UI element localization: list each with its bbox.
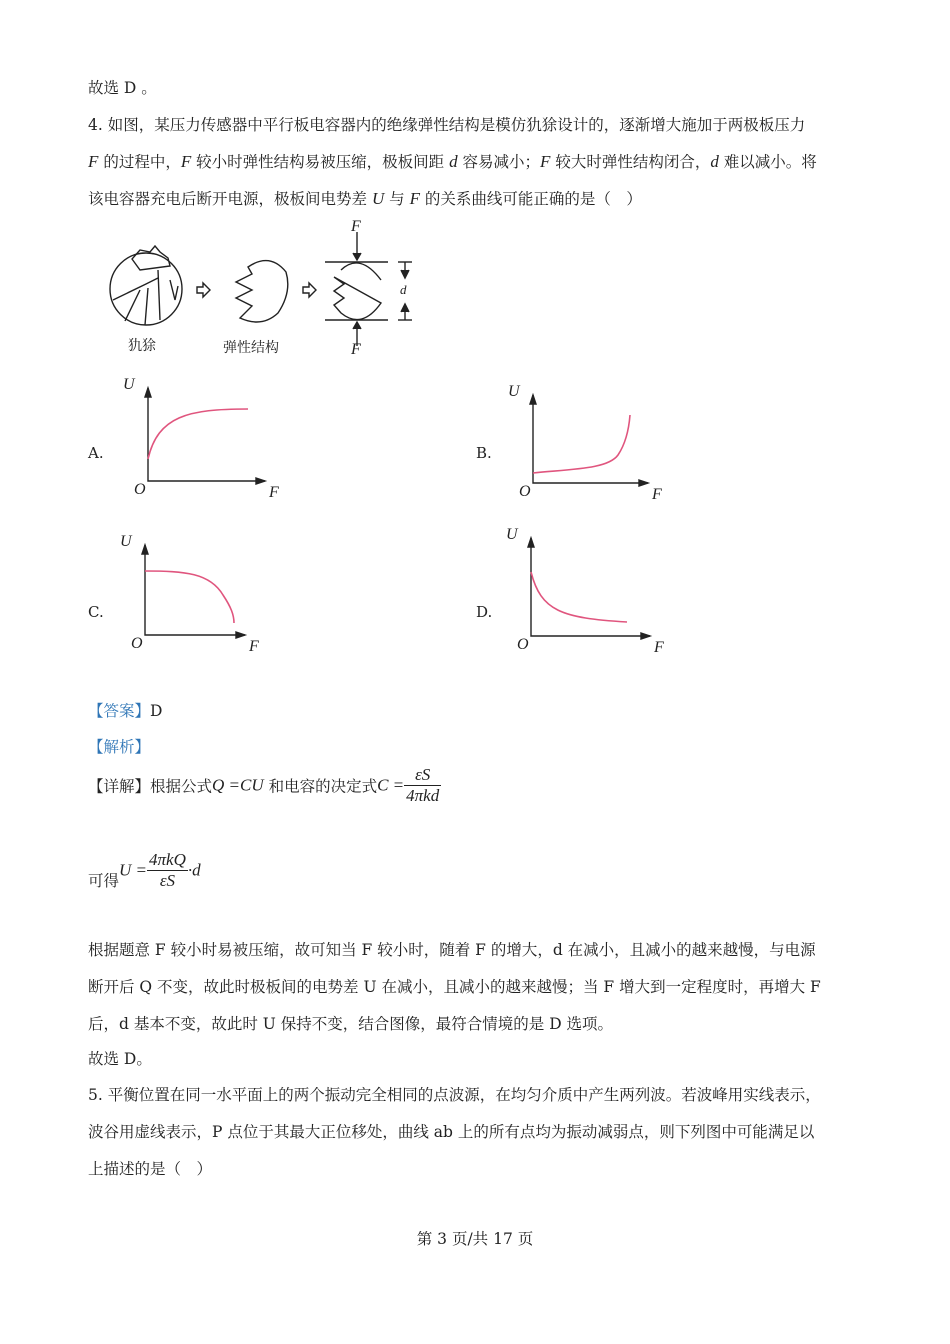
origin-label: O [517,636,529,653]
formula-q-cu: Q =CU [212,775,264,795]
prev-conclusion: 故选 D 。 [88,79,157,97]
text: 容易减小； [457,153,541,171]
q5-line3: 上描述的是（ ） [88,1160,213,1178]
var-U: U [371,189,385,208]
q4-line1: 4. 如图，某压力传感器中平行板电容器内的绝缘弹性结构是模仿犰狳设计的，逐渐增大施加于两极板压力 [88,116,806,134]
arrow-icon [197,283,210,297]
axis-arrowheads [142,545,245,638]
var-F: F [88,152,99,171]
text: 和电容的决定式 [263,777,378,796]
q5-line2: 波谷用虚线表示，P 点位于其最大正位移处，曲线 ab 上的所有点均为振动减弱点，则下列图中可能满足以 [88,1123,815,1141]
var-F: F [180,152,192,171]
numerator: εS [404,765,441,786]
var-F: F [409,189,420,208]
y-axis-label: U [508,383,520,400]
detail-conclusion: 故选 D。 [88,1050,152,1068]
text: 难以减小。将 [718,153,817,171]
elastic-structure-icon [236,261,288,322]
capacitance-fraction [404,765,441,806]
q5-line1: 5. 平衡位置在同一水平面上的两个振动完全相同的点波源，在均匀介质中产生两列波。若波峰用实线表示， [88,1086,821,1104]
option-label: C. [88,603,104,621]
distance-label: d [400,282,407,297]
axis-arrowheads [145,388,265,484]
detail-tag: 【详解】 [88,777,151,796]
denominator: εS [159,871,176,890]
armadillo-caption: 犰狳 [128,338,156,354]
detail-line [88,765,441,806]
answer-tag: 【答案】 [88,702,151,720]
text: 根据公式 [150,777,213,796]
var-F: F [540,152,551,171]
detail-p3: 后，d 基本不变，故此时 U 保持不变，结合图像，最符合情境的是 D 选项。 [88,1015,614,1033]
text: 与 [384,190,410,208]
armadillo-icon [110,246,182,325]
formula-lhs: U = [119,860,148,880]
text: 的关系曲线可能正确的是（ ） [419,190,642,208]
option-graph-b [530,395,648,486]
answer-line [88,699,162,721]
force-label: F [351,341,361,358]
formula-lhs: C = [377,775,405,795]
text: 该电容器充电后断开电源，极板间电势差 [88,190,372,208]
option-graph-c [142,545,245,638]
text: 的过程中， [98,153,181,171]
axes [148,388,265,481]
formula-tail: ·d [187,860,201,880]
text: 可得 [88,872,120,890]
origin-label: O [519,483,531,500]
derived-line [88,850,201,891]
force-label: F [351,218,361,235]
var-d: d [710,152,719,171]
answer-value: D [150,702,163,720]
axes [531,538,650,636]
x-axis-label: F [654,639,664,656]
axes [533,395,648,483]
origin-label: O [131,635,143,652]
u-f-curve [531,572,627,622]
origin-label: O [134,481,146,498]
numerator: 4πkQ [149,850,186,869]
var-d: d [449,152,458,171]
u-f-curve [533,415,630,473]
detail-p1: 根据题意 F 较小时易被压缩，故可知当 F 较小时，随着 F 的增大，d 在减小，且减小的越来越慢，与电源 [88,941,816,959]
text: 较大时弹性结构闭合， [550,153,711,171]
option-label: B. [476,444,492,462]
u-f-curve [145,571,234,623]
y-axis-label: U [123,376,135,393]
capacitor-diagram [325,232,412,346]
u-f-curve [148,409,248,459]
x-axis-label: F [652,486,662,503]
y-axis-label: U [506,526,518,543]
detail-p2: 断开后 Q 不变，故此时极板间的电势差 U 在减小，且减小的越来越慢；当 F 增大到一定程度时，再增大 F [88,978,821,996]
structure-caption: 弹性结构 [223,340,279,356]
arrow-icon [303,283,316,297]
x-axis-label: F [249,638,259,655]
option-graph-a [145,388,265,484]
y-axis-label: U [120,533,132,550]
x-axis-label: F [269,484,279,501]
axis-arrowheads [528,538,650,639]
denominator: 4πkd [406,786,440,805]
axes [145,545,245,635]
voltage-fraction [147,850,188,891]
analysis-tag: 【解析】 [88,738,151,756]
text: 较小时弹性结构易被压缩，极板间距 [191,153,450,171]
option-label: A. [88,444,104,462]
option-graph-d [528,538,650,639]
option-label: D. [476,603,493,621]
page-footer: 第 3 页/共 17 页 [416,1230,534,1248]
